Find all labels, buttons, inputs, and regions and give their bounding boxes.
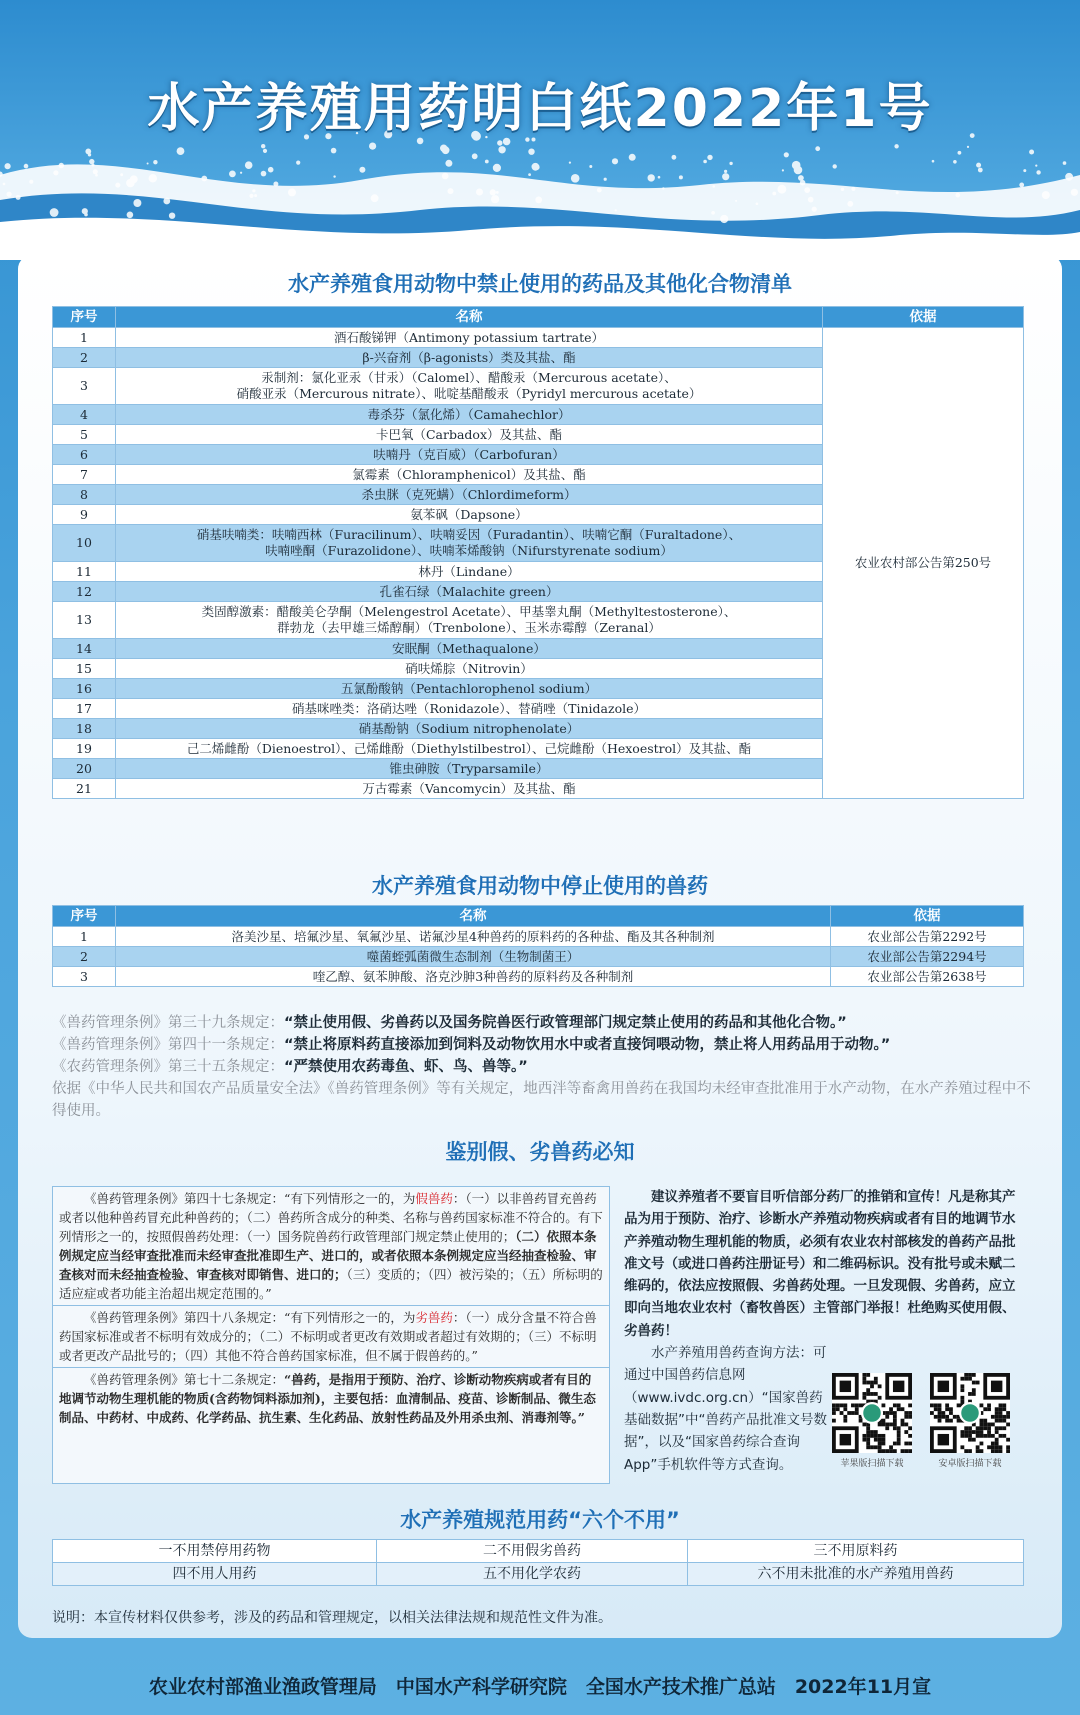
bubble <box>163 198 170 205</box>
bubble <box>833 164 837 168</box>
bubble <box>261 171 267 177</box>
drug-name: 五氯酚酸钠（Pentachlorophenol sodium） <box>116 679 823 699</box>
drug-name: 硝基酚钠（Sodium nitrophenolate） <box>116 719 823 739</box>
bubble <box>147 163 149 165</box>
stopped-drugs-table <box>52 905 1024 987</box>
bubble <box>490 189 496 195</box>
drug-name: 己二烯雌酚（Dienoestrol）、己烯雌酚（Diethylstilbestrol）、己烷雌酚（Hexoestrol）及其盐、酯 <box>116 739 823 759</box>
bubble <box>88 153 91 156</box>
bubble <box>127 212 134 219</box>
bubble <box>53 170 58 175</box>
bubble <box>932 160 935 163</box>
drug-name: β-兴奋剂（β-agonists）类及其盐、酯 <box>116 348 823 368</box>
bubble <box>29 180 33 184</box>
advice-text: 建议养殖者不要盲目听信部分药厂的推销和宣传！凡是称其产品为用于预防、治疗、诊断水产养殖动物疾病或者有目的地调节水产养殖动物生理机能的物质，必须有农业农村部核发的兽药产品批准文号（或进口兽药注册证号）和二维码标识。没有批号或未赋二维码的，依法应按照假、劣兽药处理。一旦发现假、劣兽药，应立即向当地农业农村（畜牧兽医）主管部门举报！杜绝购买使用假、劣兽药！ <box>624 1189 1016 1339</box>
disclaimer-note: 说明：本宣传材料仅供参考，涉及的药品和管理规定，以相关法律法规和规范性文件为准。 <box>52 1610 612 1626</box>
bubble <box>331 148 337 154</box>
rule-item: 五不用化学农药 <box>377 1563 688 1586</box>
row-number: 8 <box>53 485 116 505</box>
bubble <box>442 146 450 154</box>
basis-cell: 农业农村部公告第250号 <box>823 328 1024 799</box>
bubble <box>1019 183 1024 188</box>
basis-cell: 农业部公告第2638号 <box>831 967 1024 987</box>
row-number: 11 <box>53 562 116 582</box>
drug-name: 毒杀芬（氯化烯）（Camahechlor） <box>116 405 823 425</box>
drug-name: 锥虫砷胺（Tryparsamile） <box>116 759 823 779</box>
bubble <box>976 163 981 168</box>
bubble <box>896 191 899 194</box>
drug-name: 酒石酸锑钾（Antimony potassium tartrate） <box>116 328 823 348</box>
basis-cell: 农业部公告第2292号 <box>831 927 1024 947</box>
bubble <box>679 175 683 179</box>
drug-name: 林丹（Lindane） <box>116 562 823 582</box>
col-header-basis: 依据 <box>823 307 1024 328</box>
bubble <box>722 173 729 180</box>
bubble <box>50 208 59 217</box>
bubble <box>273 182 278 187</box>
qr-caption-ios: 苹果版扫描下载 <box>840 1459 904 1469</box>
row-number: 1 <box>53 328 116 348</box>
bubble <box>756 203 759 206</box>
bubble <box>229 171 236 178</box>
bubble <box>967 146 969 148</box>
bubble <box>978 168 983 173</box>
article-47: 《兽药管理条例》第四十七条规定：“有下列情形之一的，为假兽药：（一）以非兽药冒充兽药或者以他种兽药冒充此种兽药的；（二）兽药所含成分的种类、名称与兽药国家标准不符合的。有下列情形之一的，按照假兽药处理：（一）国务院兽药行政管理部门规定禁止使用的；（二）依照本条例规定应当经审查批准而未经审查批准即生产、进口的，或者依照本条例规定应当经抽查检验、审查核对而未经抽查检验、审查核对即销售、进口的；（三）变质的；（四）被污染的；（五）所标明的适应症或者功能主治超出规定范围的。” <box>53 1187 609 1306</box>
bubble <box>485 160 489 164</box>
rule-item: 三不用原料药 <box>688 1540 1024 1563</box>
bubble <box>1042 191 1050 199</box>
bubble <box>1035 165 1037 167</box>
bubble <box>245 161 253 169</box>
bubble <box>24 164 29 169</box>
drug-name: 硝基呋喃类：呋喃西林（Furacilinum）、呋喃妥因（Furadantin）、呋喃它酮（Furaltadone）、 呋喃唑酮（Furazolidone）、呋喃苯烯酸钠（Nifurstyrenate sodium） <box>116 525 823 562</box>
bubble <box>956 193 961 198</box>
row-number: 9 <box>53 505 116 525</box>
section1-title: 水产养殖食用动物中禁止使用的药品及其他化合物清单 <box>288 272 792 296</box>
bubble <box>130 175 138 183</box>
bubble <box>153 160 157 164</box>
row-number: 3 <box>53 368 116 405</box>
bubble <box>369 143 376 150</box>
drug-name: 汞制剂：氯化亚汞（甘汞）（Calomel）、醋酸汞（Mercurous acetate）、 硝酸亚汞（Mercurous nitrate）、吡啶基醋酸汞（Pyridyl mercurous acetate） <box>116 368 823 405</box>
bubble <box>249 194 253 198</box>
bubble <box>240 172 242 174</box>
rule-item: 六不用未批准的水产养殖用兽药 <box>688 1563 1024 1586</box>
bubble <box>612 158 618 164</box>
drug-name: 万古霉素（Vancomycin）及其盐、酯 <box>116 779 823 799</box>
six-donts-table <box>52 1539 1024 1586</box>
drug-name: 氨苯砜（Dapsone） <box>116 505 823 525</box>
bubble <box>772 192 776 196</box>
bubble <box>711 211 715 215</box>
bubble <box>571 174 580 183</box>
drug-name: 洛美沙星、培氟沙星、氧氟沙星、诺氟沙星4种兽药的原料药的各种盐、酯及其各种制剂 <box>116 927 831 947</box>
query-method-text: 水产养殖用兽药查询方法：可通过中国兽药信息网（www.ivdc.org.cn）“国家兽药基础数据”中“兽药产品批准文号数据”，以及“国家兽药综合查询App”手机软件等方式查询。 <box>624 1345 827 1473</box>
bubble <box>703 160 707 164</box>
rule-item: 二不用假劣兽药 <box>377 1540 688 1563</box>
regulation-line: 《兽药管理条例》第四十一条规定：“禁止将原料药直接添加到饲料及动物饮用水中或者直接饲喂动物，禁止将人用药品用于动物。” <box>52 1037 891 1053</box>
bubble <box>808 197 814 203</box>
bubble <box>729 162 732 165</box>
table-row <box>53 967 1024 987</box>
bubble <box>445 160 452 167</box>
row-number: 16 <box>53 679 116 699</box>
bubble <box>84 213 88 217</box>
bubble <box>894 144 898 148</box>
bubble <box>93 169 98 174</box>
row-number: 17 <box>53 699 116 719</box>
bubble <box>534 164 540 170</box>
bubble <box>1071 189 1078 196</box>
header-banner <box>0 0 1080 260</box>
bubble <box>812 207 817 212</box>
bubble <box>448 188 454 194</box>
qr-code-ios[interactable] <box>832 1373 912 1453</box>
row-number: 10 <box>53 525 116 562</box>
bubble <box>1023 169 1026 172</box>
drug-name: 硝呋烯腙（Nitrovin） <box>116 659 823 679</box>
bubble <box>672 155 677 160</box>
banned-drugs-table <box>52 306 1024 799</box>
bubble <box>847 201 853 207</box>
bubble <box>958 151 962 155</box>
row-number: 20 <box>53 759 116 779</box>
drug-name: 噬菌蛭弧菌微生态制剂（生物制菌王） <box>116 947 831 967</box>
bubble <box>735 200 737 202</box>
bubble <box>497 140 502 145</box>
bubble <box>1029 150 1034 155</box>
regulation-note: 依据《中华人民共和国农产品质量安全法》《兽药管理条例》等有关规定，地西泮等畜禽用兽药在我国均未经审查批准用于水产动物，在水产养殖过程中不得使用。 <box>52 1081 1031 1119</box>
section4-title: 水产养殖规范用药“六个不用” <box>400 1508 680 1532</box>
bubble <box>3 183 6 186</box>
bubble <box>442 173 449 180</box>
qr-code-android[interactable] <box>930 1373 1010 1453</box>
bubble <box>5 163 11 169</box>
footer-publishers: 农业农村部渔业渔政管理局 中国水产科学研究院 全国水产技术推广总站 2022年11月宣 <box>148 1676 932 1698</box>
bubble <box>720 215 728 223</box>
drug-name: 杀虫脒（克死螨）（Chlordimeform） <box>116 485 823 505</box>
bubble <box>296 161 300 165</box>
bubble <box>261 144 265 148</box>
bubble <box>254 194 257 197</box>
bubble <box>263 149 267 153</box>
bubble <box>115 183 120 188</box>
row-number: 14 <box>53 639 116 659</box>
bubble <box>120 173 123 176</box>
drug-name: 孔雀石绿（Malachite green） <box>116 582 823 602</box>
bubble <box>169 213 175 219</box>
row-number: 15 <box>53 659 116 679</box>
drug-name: 类固醇激素：醋酸美仑孕酮（Melengestrol Acetate）、甲基睾丸酮（Methyltestosterone）、 群勃龙（去甲雄三烯醇酮）（Trenbolone）、玉米赤霉醇（Zeranal） <box>116 602 823 639</box>
row-number: 18 <box>53 719 116 739</box>
drug-name: 呋喃丹（克百威）（Carbofuran） <box>116 445 823 465</box>
table-row <box>53 328 1024 348</box>
col-header-no: 序号 <box>53 906 116 927</box>
bubble <box>1036 170 1040 174</box>
bubble <box>268 167 274 173</box>
bubble <box>472 153 478 159</box>
bubble <box>92 164 95 167</box>
row-number: 4 <box>53 405 116 425</box>
bubble <box>662 187 664 189</box>
bubble <box>371 194 379 202</box>
bubble <box>615 209 617 211</box>
bubble <box>713 185 716 188</box>
bubble <box>782 169 784 171</box>
row-number: 3 <box>53 967 116 987</box>
bubble <box>333 175 335 177</box>
bubble <box>707 155 712 160</box>
bubble <box>89 159 94 164</box>
bubble <box>597 188 602 193</box>
row-number: 2 <box>53 348 116 368</box>
regulations-block <box>52 1012 1032 1122</box>
bubble <box>841 188 844 191</box>
bubble <box>252 189 255 192</box>
bubble <box>794 166 803 175</box>
table-row <box>53 947 1024 967</box>
bubble <box>851 187 855 191</box>
col-header-name: 名称 <box>116 307 823 328</box>
row-number: 19 <box>53 739 116 759</box>
bubble <box>476 189 483 196</box>
row-number: 2 <box>53 947 116 967</box>
bubble <box>724 170 727 173</box>
row-number: 12 <box>53 582 116 602</box>
col-header-no: 序号 <box>53 307 116 328</box>
bubble <box>491 195 499 203</box>
bubble <box>604 178 607 181</box>
rule-item: 四不用人用药 <box>53 1563 377 1586</box>
basis-cell: 农业部公告第2294号 <box>831 947 1024 967</box>
bubble <box>133 199 141 207</box>
bubble <box>59 163 64 168</box>
bubble <box>800 180 806 186</box>
bubble <box>953 160 957 164</box>
regulation-line: 《兽药管理条例》第三十九条规定：“禁止使用假、劣兽药以及国务院兽医行政管理部门规定禁止使用的药品和其他化合物。” <box>52 1015 847 1031</box>
qr-caption-android: 安卓版扫描下载 <box>938 1459 1002 1469</box>
article-48: 《兽药管理条例》第四十八条规定：“有下列情形之一的，为劣兽药：（一）成分含量不符合兽药国家标准或者不标明有效成分的；（二）不标明或者更改有效期或者超过有效期的；（三）不标明或者更改产品批号的；（四）其他不符合兽药国家标准，但不属于假兽药的。” <box>53 1306 609 1368</box>
bubble <box>16 195 21 200</box>
row-number: 13 <box>53 602 116 639</box>
row-number: 5 <box>53 425 116 445</box>
row-number: 7 <box>53 465 116 485</box>
counterfeit-rules-box <box>52 1186 610 1484</box>
table-row <box>53 927 1024 947</box>
bubble <box>589 165 592 168</box>
bubble <box>359 167 365 173</box>
drug-name: 氯霉素（Chloramphenicol）及其盐、酯 <box>116 465 823 485</box>
row-number: 21 <box>53 779 116 799</box>
bubble <box>535 197 542 204</box>
drug-name: 喹乙醇、氨苯胂酸、洛克沙胂3种兽药的原料药及各种制剂 <box>116 967 831 987</box>
bubble <box>648 174 655 181</box>
bubble <box>804 187 810 193</box>
rule-item: 一不用禁停用药物 <box>53 1540 377 1563</box>
bubble <box>784 152 789 157</box>
col-header-name: 名称 <box>116 906 831 927</box>
bubble <box>496 191 499 194</box>
regulation-line: 《农药管理条例》第三十五条规定：“严禁使用农药毒鱼、虾、鸟、兽等。” <box>52 1059 528 1075</box>
section3-title: 鉴别假、劣兽药必知 <box>445 1140 635 1164</box>
bubble <box>528 149 534 155</box>
bubble <box>288 188 296 196</box>
bubble <box>149 174 157 182</box>
bubble <box>177 147 185 155</box>
bubble <box>658 176 661 179</box>
col-header-basis: 依据 <box>831 906 1024 927</box>
bubble <box>7 192 12 197</box>
drug-name: 卡巴氧（Carbadox）及其盐、酯 <box>116 425 823 445</box>
bubble <box>569 162 571 164</box>
bubble <box>1063 161 1067 165</box>
row-number: 6 <box>53 445 116 465</box>
bubble <box>629 154 636 161</box>
bubble <box>1068 177 1071 180</box>
page-title: 水产养殖用药明白纸2022年1号 <box>147 79 933 139</box>
bubble <box>498 146 505 153</box>
bubble <box>815 146 820 151</box>
bubble <box>528 173 531 176</box>
bubble <box>201 176 207 182</box>
drug-name: 硝基咪唑类：洛硝达唑（Ronidazole）、替硝唑（Tinidazole） <box>116 699 823 719</box>
bubble <box>778 185 787 194</box>
row-number: 1 <box>53 927 116 947</box>
article-72: 《兽药管理条例》第七十二条规定：“兽药，是指用于预防、治疗、诊断动物疾病或者有目的地调节动物生理机能的物质(含药物饲料添加剂)，主要包括：血清制品、疫苗、诊断制品、微生态制品、中药材、中成药、化学药品、抗生素、生化药品、放射性药品及外用杀虫剂、消毒剂等。” <box>59 1372 596 1425</box>
bubble <box>493 164 501 172</box>
drug-name: 安眠酮（Methaqualone） <box>116 639 823 659</box>
section2-title: 水产养殖食用动物中停止使用的兽药 <box>372 874 708 898</box>
bubble <box>95 174 98 177</box>
